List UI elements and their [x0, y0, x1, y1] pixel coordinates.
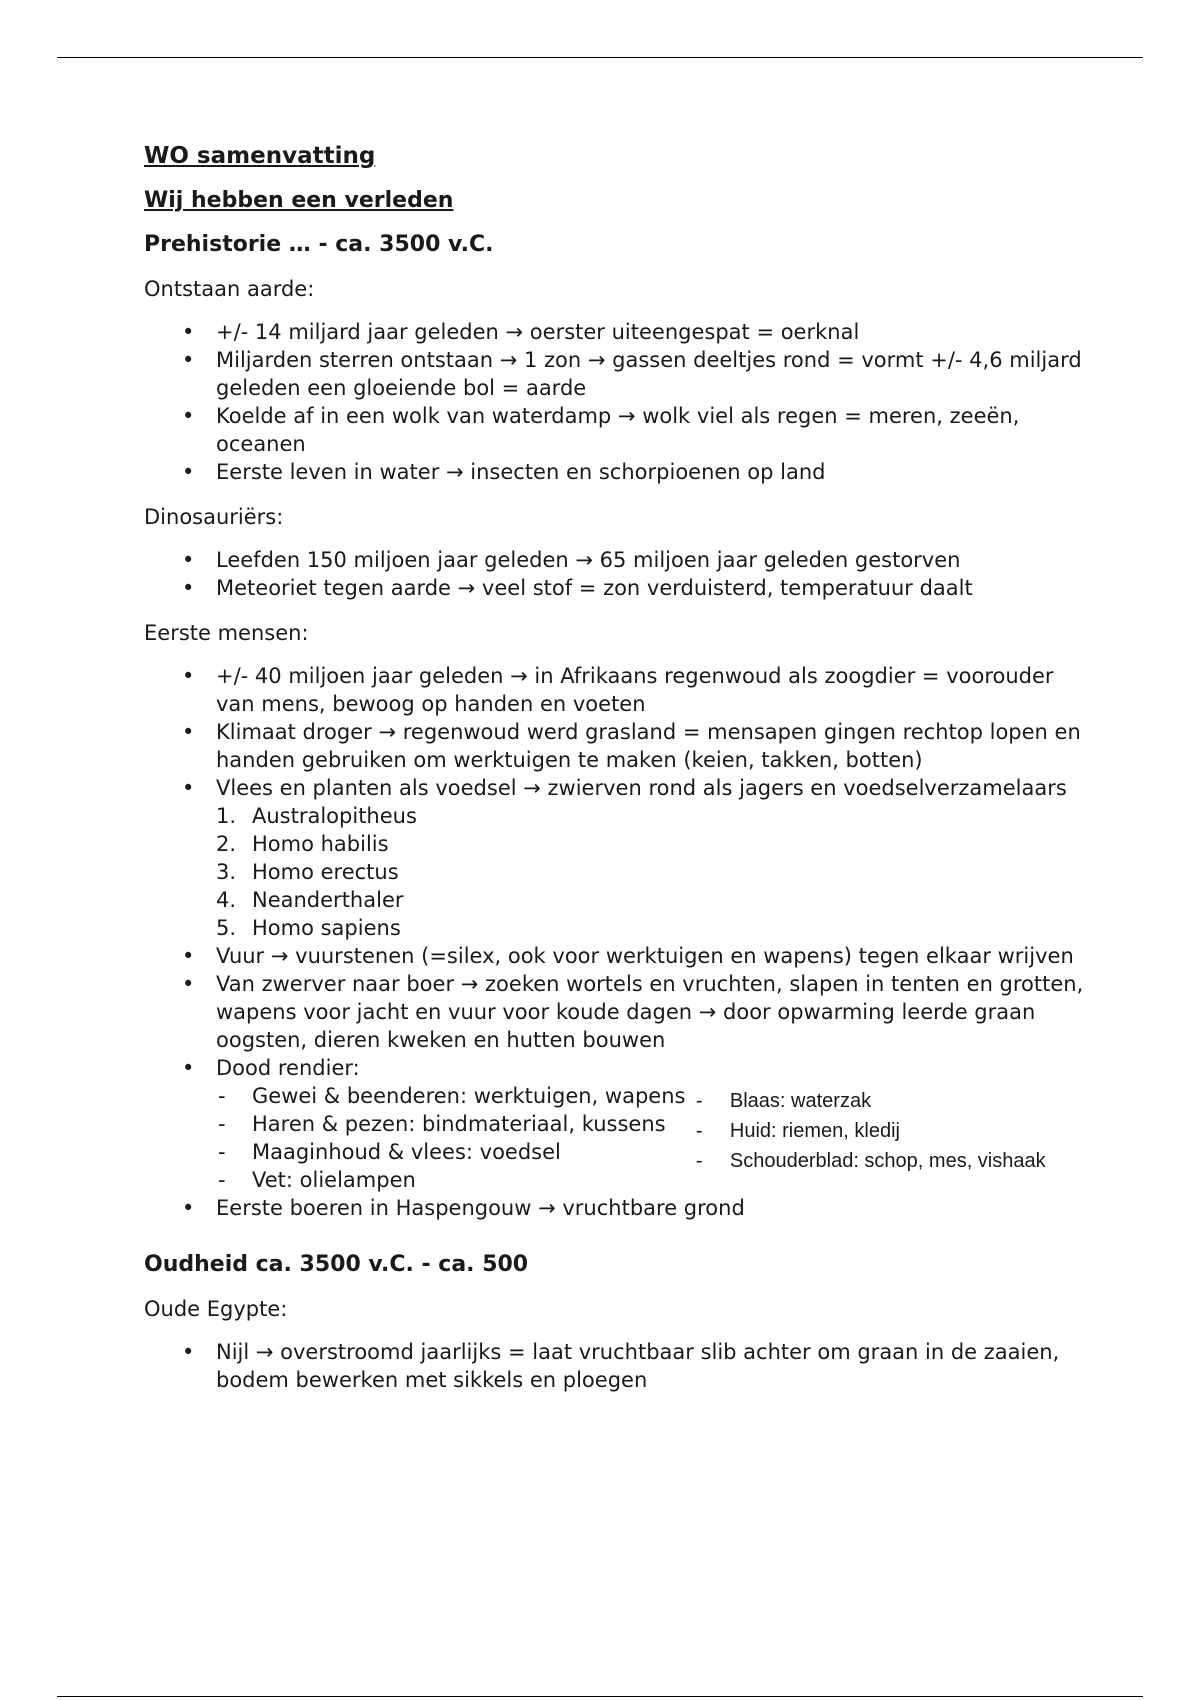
bullet-icon: •	[182, 720, 195, 744]
list-item: - Haren & pezen: bindmateriaal, kussens	[218, 1112, 666, 1136]
rendier-uses	[216, 1082, 1084, 1194]
list-ontstaan-aarde	[144, 318, 1084, 486]
species-item: 4. Neanderthaler	[216, 888, 404, 912]
list-item: • Meteoriet tegen aarde → veel stof = zon verduisterd, temperatuur daalt	[182, 576, 973, 600]
bullet-icon: •	[182, 776, 195, 800]
bullet-icon: •	[182, 320, 195, 344]
rendier-list-right	[694, 1086, 1084, 1176]
bullet-icon: •	[182, 944, 195, 968]
bullet-icon: •	[182, 1340, 195, 1364]
list-item: • Nijl → overstroomd jaarlijks = laat vruchtbaar slib achter om graan in de zaaien, bodem bewerken met sikkels en ploegen	[182, 1340, 1060, 1392]
list-item: - Gewei & beenderen: werktuigen, wapens	[218, 1084, 686, 1108]
label-eerste-mensen: Eerste mensen:	[144, 621, 309, 645]
list-item: • Eerste leven in water → insecten en schorpioenen op land	[182, 460, 826, 484]
bullet-icon: •	[182, 548, 195, 572]
bullet-icon: •	[182, 664, 195, 688]
list-item: • Vuur → vuurstenen (=silex, ook voor werktuigen en wapens) tegen elkaar wrijven	[182, 944, 1074, 968]
list-item: • +/- 40 miljoen jaar geleden → in Afrikaans regenwoud als zoogdier = voorouder van mens, bewoog op handen en voeten	[182, 664, 1054, 716]
list-eerste-mensen	[144, 662, 1084, 1222]
list-item: - Vet: olielampen	[218, 1168, 416, 1192]
list-item: • Leefden 150 miljoen jaar geleden → 65 miljoen jaar geleden gestorven	[182, 548, 961, 572]
label-dinosauriers: Dinosauriërs:	[144, 505, 284, 529]
list-oude-egypte	[144, 1338, 1084, 1394]
label-ontstaan-aarde: Ontstaan aarde:	[144, 277, 315, 301]
list-item: • Eerste boeren in Haspengouw → vruchtbare grond	[182, 1196, 745, 1220]
list-item: • Miljarden sterren ontstaan → 1 zon → gassen deeltjes rond = vormt +/- 4,6 miljard geleden een gloeiende bol = aarde	[182, 348, 1082, 400]
document-page	[144, 140, 1084, 1410]
list-item: • Vlees en planten als voedsel → zwierven rond als jagers en voedselverzamelaars 1. Australopitheus 2. Homo habilis 3. Homo erectus 4. Neanderthaler 5. Homo sapiens	[144, 774, 1084, 942]
document-title: WO samenvatting	[144, 143, 376, 169]
list-dinosauriers	[144, 546, 1084, 602]
list-item: • +/- 14 miljard jaar geleden → oerster uiteengespat = oerknal	[182, 320, 860, 344]
list-item: - Huid: riemen, kledij	[695, 1120, 900, 1142]
species-item: 5. Homo sapiens	[216, 916, 401, 940]
list-item: - Blaas: waterzak	[695, 1090, 872, 1112]
list-item: • Klimaat droger → regenwoud werd grasland = mensapen gingen rechtop lopen en handen gebruiken om werktuigen te maken (keien, takken, botten)	[182, 720, 1081, 772]
species-item: 1. Australopitheus	[216, 804, 417, 828]
bullet-icon: •	[182, 348, 195, 372]
species-item: 2. Homo habilis	[216, 832, 389, 856]
list-item: • Van zwerver naar boer → zoeken wortels en vruchten, slapen in tenten en grotten, wapens voor jacht en vuur voor koude dagen → door opwarming leerde graan oogsten, dieren kweken en hutten bouwen	[182, 972, 1084, 1052]
list-item: • Koelde af in een wolk van waterdamp → wolk viel als regen = meren, zeeën, oceanen	[182, 404, 1020, 456]
bullet-icon: •	[182, 460, 195, 484]
species-item: 3. Homo erectus	[216, 860, 399, 884]
header-rule	[57, 57, 1143, 58]
bullet-icon: •	[182, 1056, 195, 1080]
section-heading-oudheid: Oudheid ca. 3500 v.C. - ca. 500	[144, 1252, 529, 1277]
rendier-list-left	[216, 1082, 694, 1194]
list-item: - Maaginhoud & vlees: voedsel	[218, 1140, 561, 1164]
label-oude-egypte: Oude Egypte:	[144, 1297, 288, 1321]
bullet-icon: •	[182, 576, 195, 600]
section-heading-prehistorie: Prehistorie … - ca. 3500 v.C.	[144, 232, 494, 257]
chapter-title: Wij hebben een verleden	[144, 188, 454, 213]
list-item: - Schouderblad: schop, mes, vishaak	[695, 1150, 1046, 1172]
bullet-icon: •	[182, 972, 195, 996]
bullet-icon: •	[182, 1196, 195, 1220]
species-list	[216, 802, 1084, 942]
bullet-icon: •	[182, 404, 195, 428]
footer-rule	[57, 1696, 1143, 1697]
list-item: • Dood rendier: - Gewei & beenderen: werktuigen, wapens - Haren & pezen: bindmateriaal, kussens - Maaginhoud & vlees: voedsel - Vet: olielampen - Blaas: waterzak - Huid: riemen, kledij - Schouderblad: schop, mes, vishaak	[144, 1054, 1084, 1194]
